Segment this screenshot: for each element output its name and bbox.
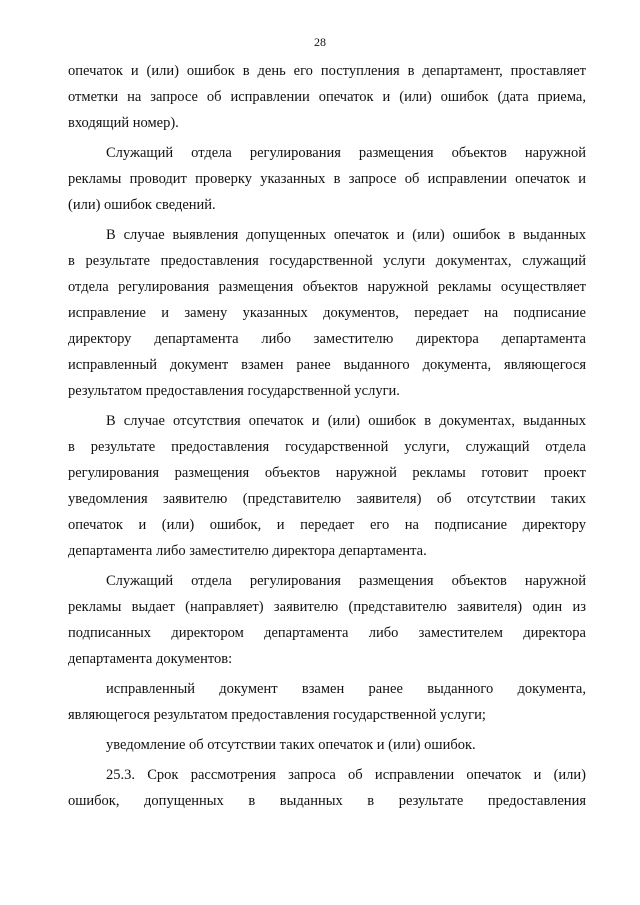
paragraph xyxy=(68,568,586,672)
text-line: результатом предоставления государственной услуги. xyxy=(68,383,400,399)
paragraph xyxy=(68,408,586,564)
paragraph xyxy=(68,732,586,758)
text-line: в результате предоставления государственной услуги документах, служащий xyxy=(68,253,586,269)
text-line: исправленный документ взамен ранее выданного документа, являющегося xyxy=(68,357,586,373)
text-line: уведомления заявителю (представителю заявителя) об отсутствии таких xyxy=(68,491,586,507)
text-line: (или) ошибок сведений. xyxy=(68,197,216,213)
text-line: 25.3. Срок рассмотрения запроса об исправлении опечаток и (или) xyxy=(106,767,586,783)
paragraph xyxy=(68,140,586,218)
text-line: опечаток и (или) ошибок в день его поступления в департамент, проставляет xyxy=(68,63,586,79)
text-line: Служащий отдела регулирования размещения объектов наружной xyxy=(106,573,586,589)
text-line: В случае выявления допущенных опечаток и (или) ошибок в выданных xyxy=(106,227,586,243)
text-line: В случае отсутствия опечаток и (или) ошибок в документах, выданных xyxy=(106,413,586,429)
text-line: опечаток и (или) ошибок, и передает его на подписание директору xyxy=(68,517,586,533)
text-line: входящий номер). xyxy=(68,115,179,131)
paragraph xyxy=(68,58,586,136)
text-line: рекламы выдает (направляет) заявителю (представителю заявителя) один из xyxy=(68,599,586,615)
text-line: Служащий отдела регулирования размещения объектов наружной xyxy=(106,145,586,161)
paragraph xyxy=(68,222,586,404)
text-line: директору департамента либо заместителю директора департамента xyxy=(68,331,586,347)
text-line: департамента документов: xyxy=(68,651,233,667)
paragraph xyxy=(68,676,586,728)
text-line: регулирования размещения объектов наружной рекламы готовит проект xyxy=(68,465,586,481)
text-line: отметки на запросе об исправлении опечаток и (или) ошибок (дата приема, xyxy=(68,89,586,105)
text-line: ошибок, допущенных в выданных в результате предоставления xyxy=(68,793,586,809)
paragraph xyxy=(68,762,586,814)
text-line: исправление и замену указанных документов, передает на подписание xyxy=(68,305,586,321)
text-line: уведомление об отсутствии таких опечаток и (или) ошибок. xyxy=(106,737,476,753)
text-line: исправленный документ взамен ранее выданного документа, xyxy=(106,681,586,697)
text-line: в результате предоставления государственной услуги, служащий отдела xyxy=(68,439,586,455)
text-line: департамента либо заместителю директора департамента. xyxy=(68,543,427,559)
text-line: подписанных директором департамента либо заместителем директора xyxy=(68,625,586,641)
document-body xyxy=(68,58,586,814)
text-line: отдела регулирования размещения объектов наружной рекламы осуществляет xyxy=(68,279,586,295)
text-line: являющегося результатом предоставления государственной услуги; xyxy=(68,707,486,723)
text-line: рекламы проводит проверку указанных в запросе об исправлении опечаток и xyxy=(68,171,586,187)
page-number: 28 xyxy=(314,35,326,49)
